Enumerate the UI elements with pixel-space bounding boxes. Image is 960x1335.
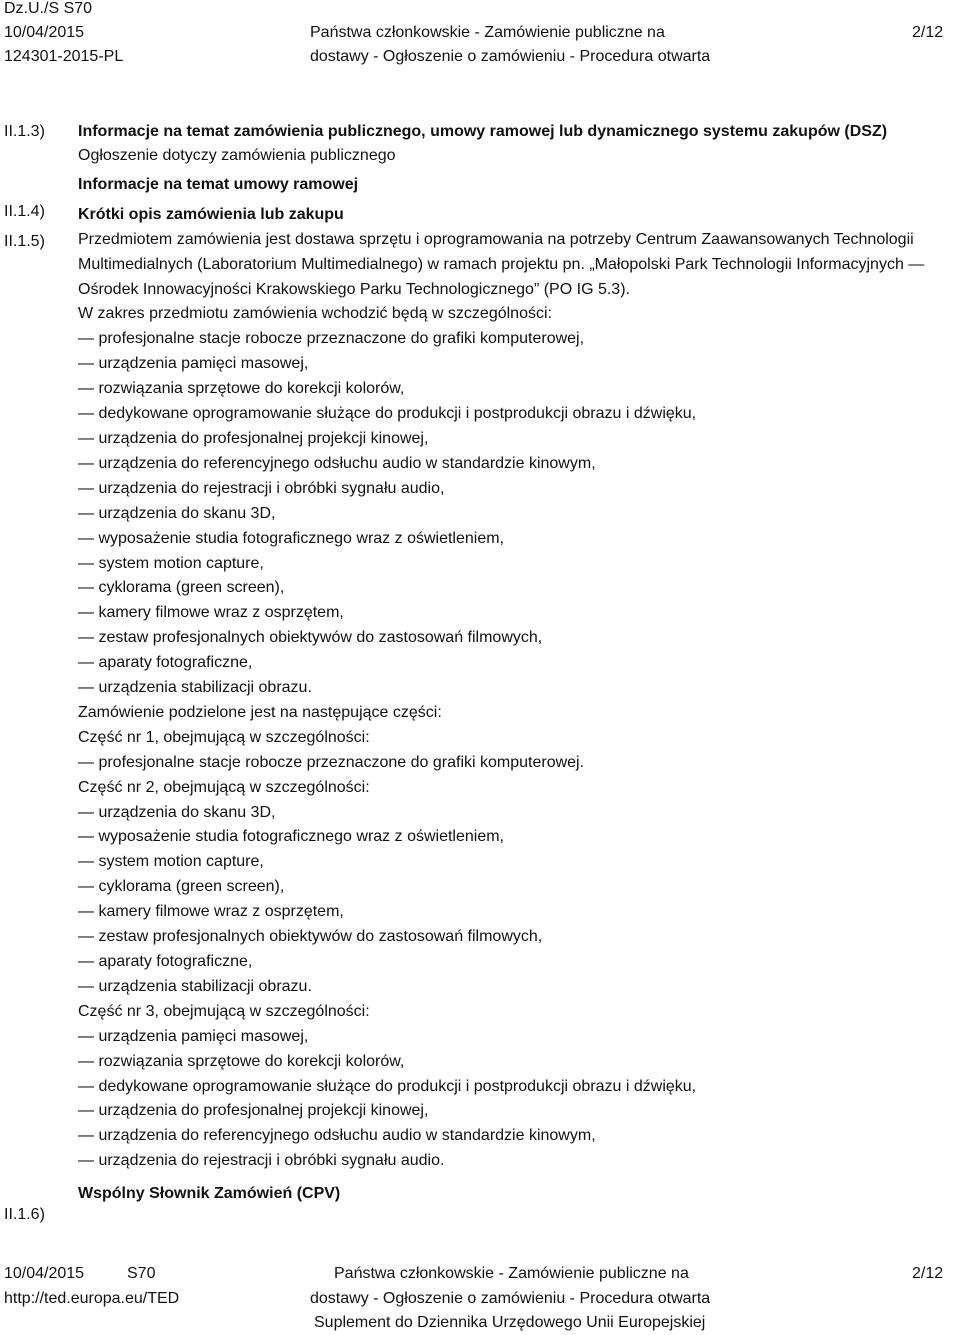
list-item: — urządzenia stabilizacji obrazu. <box>78 676 948 701</box>
parts-intro: Zamówienie podzielone jest na następujące części: <box>78 703 442 721</box>
list-item: — aparaty fotograficzne, <box>78 651 948 676</box>
section-text-ii-1-3: Ogłoszenie dotyczy zamówienia publicznego <box>78 147 396 164</box>
part3-intro: Część nr 3, obejmującą w szczególności: <box>78 1002 370 1020</box>
list-item: — cyklorama (green screen), <box>78 576 948 601</box>
list-item: — system motion capture, <box>78 850 948 875</box>
part2-list <box>78 801 948 1000</box>
section-number-ii-1-3: II.1.3) <box>4 123 45 140</box>
list-item: — urządzenia do skanu 3D, <box>78 502 948 527</box>
section-heading-ii-1-4: Informacje na temat umowy ramowej <box>78 175 359 193</box>
list-item: — profesjonalne stacje robocze przeznaczone do grafiki komputerowej, <box>78 327 948 352</box>
footer-title-line2: dostawy - Ogłoszenie o zamówieniu - Procedura otwarta <box>310 1290 711 1307</box>
header-doc-id: 124301-2015-PL <box>4 48 124 65</box>
footer-date: 10/04/2015 <box>4 1265 85 1282</box>
list-item: — zestaw profesjonalnych obiektywów do zastosowań filmowych, <box>78 626 948 651</box>
list-item: — urządzenia do skanu 3D, <box>78 801 948 826</box>
list-item: — urządzenia do profesjonalnej projekcji kinowej, <box>78 427 948 452</box>
list-item: — dedykowane oprogramowanie służące do produkcji i postprodukcji obrazu i dźwięku, <box>78 1075 948 1100</box>
journal-ref: Dz.U./S S70 <box>4 0 93 17</box>
list-item: — urządzenia do profesjonalnej projekcji kinowej, <box>78 1099 948 1124</box>
list-item: — urządzenia do rejestracji i obróbki sygnału audio. <box>78 1149 948 1174</box>
scope-intro: W zakres przedmiotu zamówienia wchodzić będą w szczególności: <box>78 305 552 323</box>
list-item: — urządzenia pamięci masowej, <box>78 1025 948 1050</box>
part3-list <box>78 1025 948 1174</box>
footer-url-link[interactable]: http://ted.europa.eu/TED <box>4 1290 180 1307</box>
part2-intro: Część nr 2, obejmującą w szczególności: <box>78 778 370 796</box>
section-number-ii-1-6: II.1.6) <box>4 1206 45 1223</box>
list-item: — rozwiązania sprzętowe do korekcji kolorów, <box>78 1050 948 1075</box>
list-item: — rozwiązania sprzętowe do korekcji kolorów, <box>78 377 948 402</box>
list-item: — urządzenia do referencyjnego odsłuchu audio w standardzie kinowym, <box>78 1124 948 1149</box>
header-date: 10/04/2015 <box>4 24 85 41</box>
section-number-ii-1-5: II.1.5) <box>4 233 45 250</box>
list-item: — kamery filmowe wraz z osprzętem, <box>78 601 948 626</box>
part1-intro: Część nr 1, obejmującą w szczególności: <box>78 728 370 746</box>
list-item: — kamery filmowe wraz z osprzętem, <box>78 900 948 925</box>
header-page-number: 2/12 <box>912 24 944 41</box>
section-heading-ii-1-5: Krótki opis zamówienia lub zakupu <box>78 205 344 223</box>
part1-list <box>78 751 948 776</box>
list-item: — dedykowane oprogramowanie służące do produkcji i postprodukcji obrazu i dźwięku, <box>78 402 948 427</box>
list-item: — zestaw profesjonalnych obiektywów do zastosowań filmowych, <box>78 925 948 950</box>
footer-title-line1: Państwa członkowskie - Zamówienie publiczne na <box>334 1265 689 1282</box>
page-header <box>0 0 960 70</box>
list-item: — cyklorama (green screen), <box>78 875 948 900</box>
short-description-paragraph: Przedmiotem zamówienia jest dostawa sprzętu i oprogramowania na potrzeby Centrum Zaawansowanych Technologii Multimedialnych (Laboratorium Multimedialnego) w ramach projektu pn. „Małopolski Park Technologii Informacyjnych — Ośrodek Innowacyjności Krakowskiego Parku Technologicznego” (PO IG 5.3). <box>78 230 925 298</box>
list-item: — wyposażenie studia fotograficznego wraz z oświetleniem, <box>78 527 948 552</box>
header-title-line1: Państwa członkowskie - Zamówienie publiczne na <box>310 24 665 41</box>
list-item: — urządzenia pamięci masowej, <box>78 352 948 377</box>
list-item: — urządzenia do referencyjnego odsłuchu audio w standardzie kinowym, <box>78 452 948 477</box>
page-footer <box>0 1262 960 1334</box>
list-item: — aparaty fotograficzne, <box>78 950 948 975</box>
list-item: — wyposażenie studia fotograficznego wraz z oświetleniem, <box>78 825 948 850</box>
list-item: — urządzenia stabilizacji obrazu. <box>78 975 948 1000</box>
document-body <box>78 119 948 1207</box>
scope-list <box>78 327 948 701</box>
section-heading-ii-1-6: Wspólny Słownik Zamówień (CPV) <box>78 1185 341 1203</box>
list-item: — profesjonalne stacje robocze przeznaczone do grafiki komputerowej. <box>78 751 948 776</box>
list-item: — urządzenia do rejestracji i obróbki sygnału audio, <box>78 477 948 502</box>
header-title-line2: dostawy - Ogłoszenie o zamówieniu - Procedura otwarta <box>310 48 711 65</box>
footer-title-line3: Suplement do Dziennika Urzędowego Unii Europejskiej <box>314 1314 706 1331</box>
list-item: — system motion capture, <box>78 552 948 577</box>
footer-page-number: 2/12 <box>912 1265 944 1282</box>
section-number-ii-1-4: II.1.4) <box>4 203 45 220</box>
footer-series: S70 <box>127 1265 156 1282</box>
section-heading-ii-1-3: Informacje na temat zamówienia publicznego, umowy ramowej lub dynamicznego systemu zakupów (DSZ) <box>78 123 888 140</box>
